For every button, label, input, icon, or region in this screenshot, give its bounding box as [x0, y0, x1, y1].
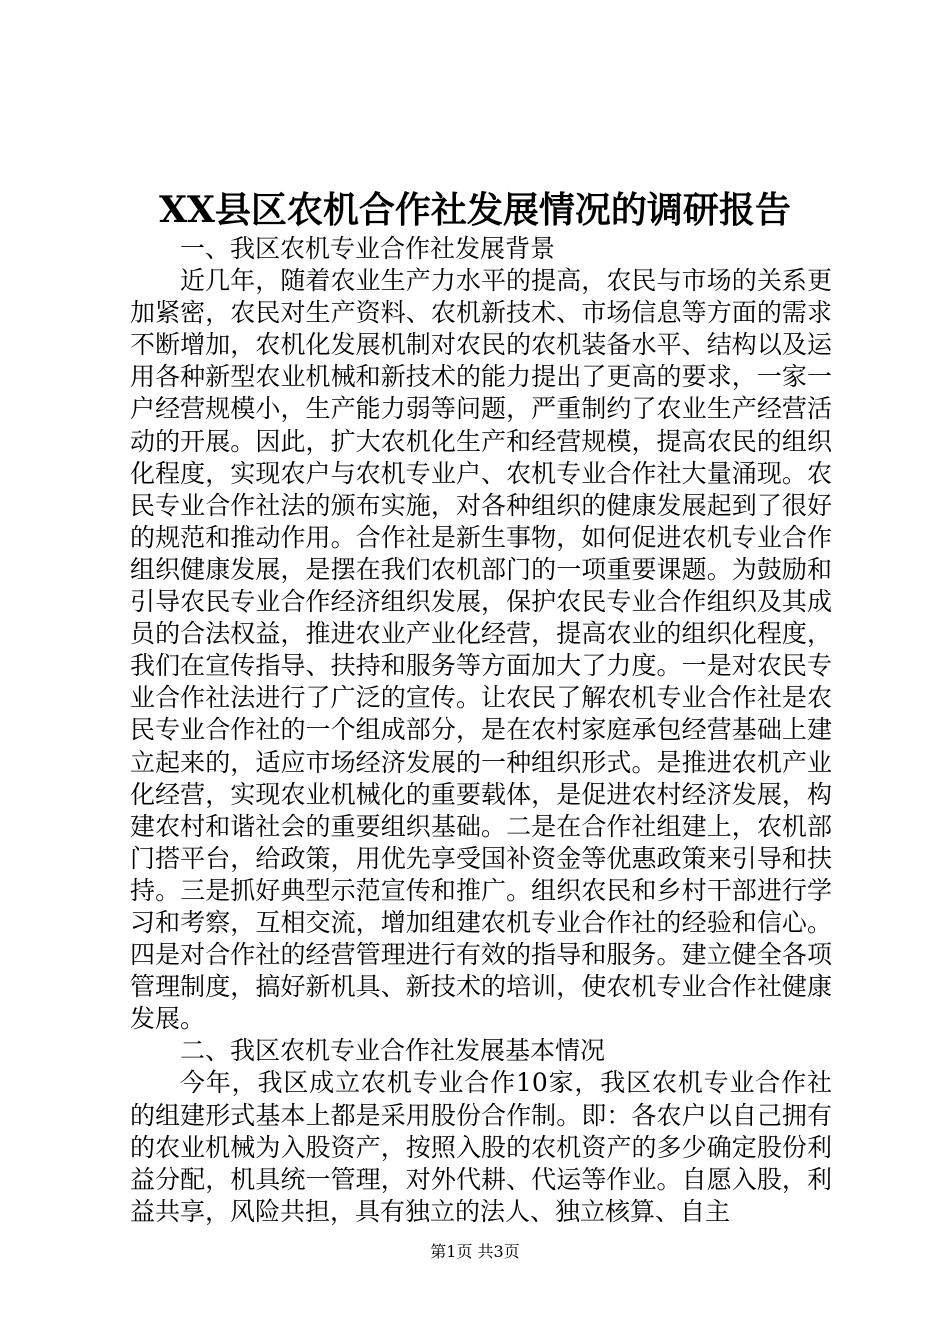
- paragraph-basic-situation: 今年，我区成立农机专业合作10家，我区农机专业合作社的组建形式基本上都是采用股份合作制。即：各农户以自己拥有的农业机械为入股资产，按照入股的农机资产的多少确定股份利益分配，机具统一管理，对外代耕、代运等作业。自愿入股，利益共享，风险共担，具有独立的法人、独立核算、自主: [130, 1068, 832, 1226]
- section-heading-1: 一、我区农机专业合作社发展背景: [180, 234, 556, 263]
- document-body: [130, 233, 832, 1228]
- paragraph-background: 近几年，随着农业生产力水平的提高，农民与市场的关系更加紧密，农民对生产资料、农机新技术、市场信息等方面的需求不断增加，农机化发展机制对农民的农机装备水平、结构以及运用各种新型农业机械和新技术的能力提出了更高的要求，一家一户经营规模小，生产能力弱等问题，严重制约了农业生产经营活动的开展。因此，扩大农机化生产和经营规模，提高农民的组织化程度，实现农户与农机专业户、农机专业合作社大量涌现。农民专业合作社法的颁布实施，对各种组织的健康发展起到了很好的规范和推动作用。合作社是新生事物，如何促进农机专业合作组织健康发展，是摆在我们农机部门的一项重要课题。为鼓励和引导农民专业合作经济组织发展，保护农民专业合作组织及其成员的合法权益，推进农业产业化经营，提高农业的组织化程度，我们在宣传指导、扶持和服务等方面加大了力度。一是对农民专业合作社法进行了广泛的宣传。让农民了解农机专业合作社是农民专业合作社的一个组成部分，是在农村家庭承包经营基础上建立起来的，适应市场经济发展的一种组织形式。是推进农机产业化经营，实现农业机械化的重要载体，是促进农村经济发展，构建农村和谐社会的重要组织基础。二是在合作社组建上，农机部门搭平台，给政策，用优先享受国补资金等优惠政策来引导和扶持。三是抓好典型示范宣传和推广。组织农民和乡村干部进行学习和考察，互相交流，增加组建农机专业合作社的经验和信心。四是对合作社的经营管理进行有效的指导和服务。建立健全各项管理制度，搞好新机具、新技术的培训，使农机专业合作社健康发展。: [130, 266, 832, 1034]
- document-title: XX县区农机合作社发展情况的调研报告: [159, 189, 791, 231]
- page-number-footer: 第1页 共3页: [430, 1242, 520, 1261]
- section-heading-2: 二、我区农机专业合作社发展基本情况: [180, 1036, 606, 1066]
